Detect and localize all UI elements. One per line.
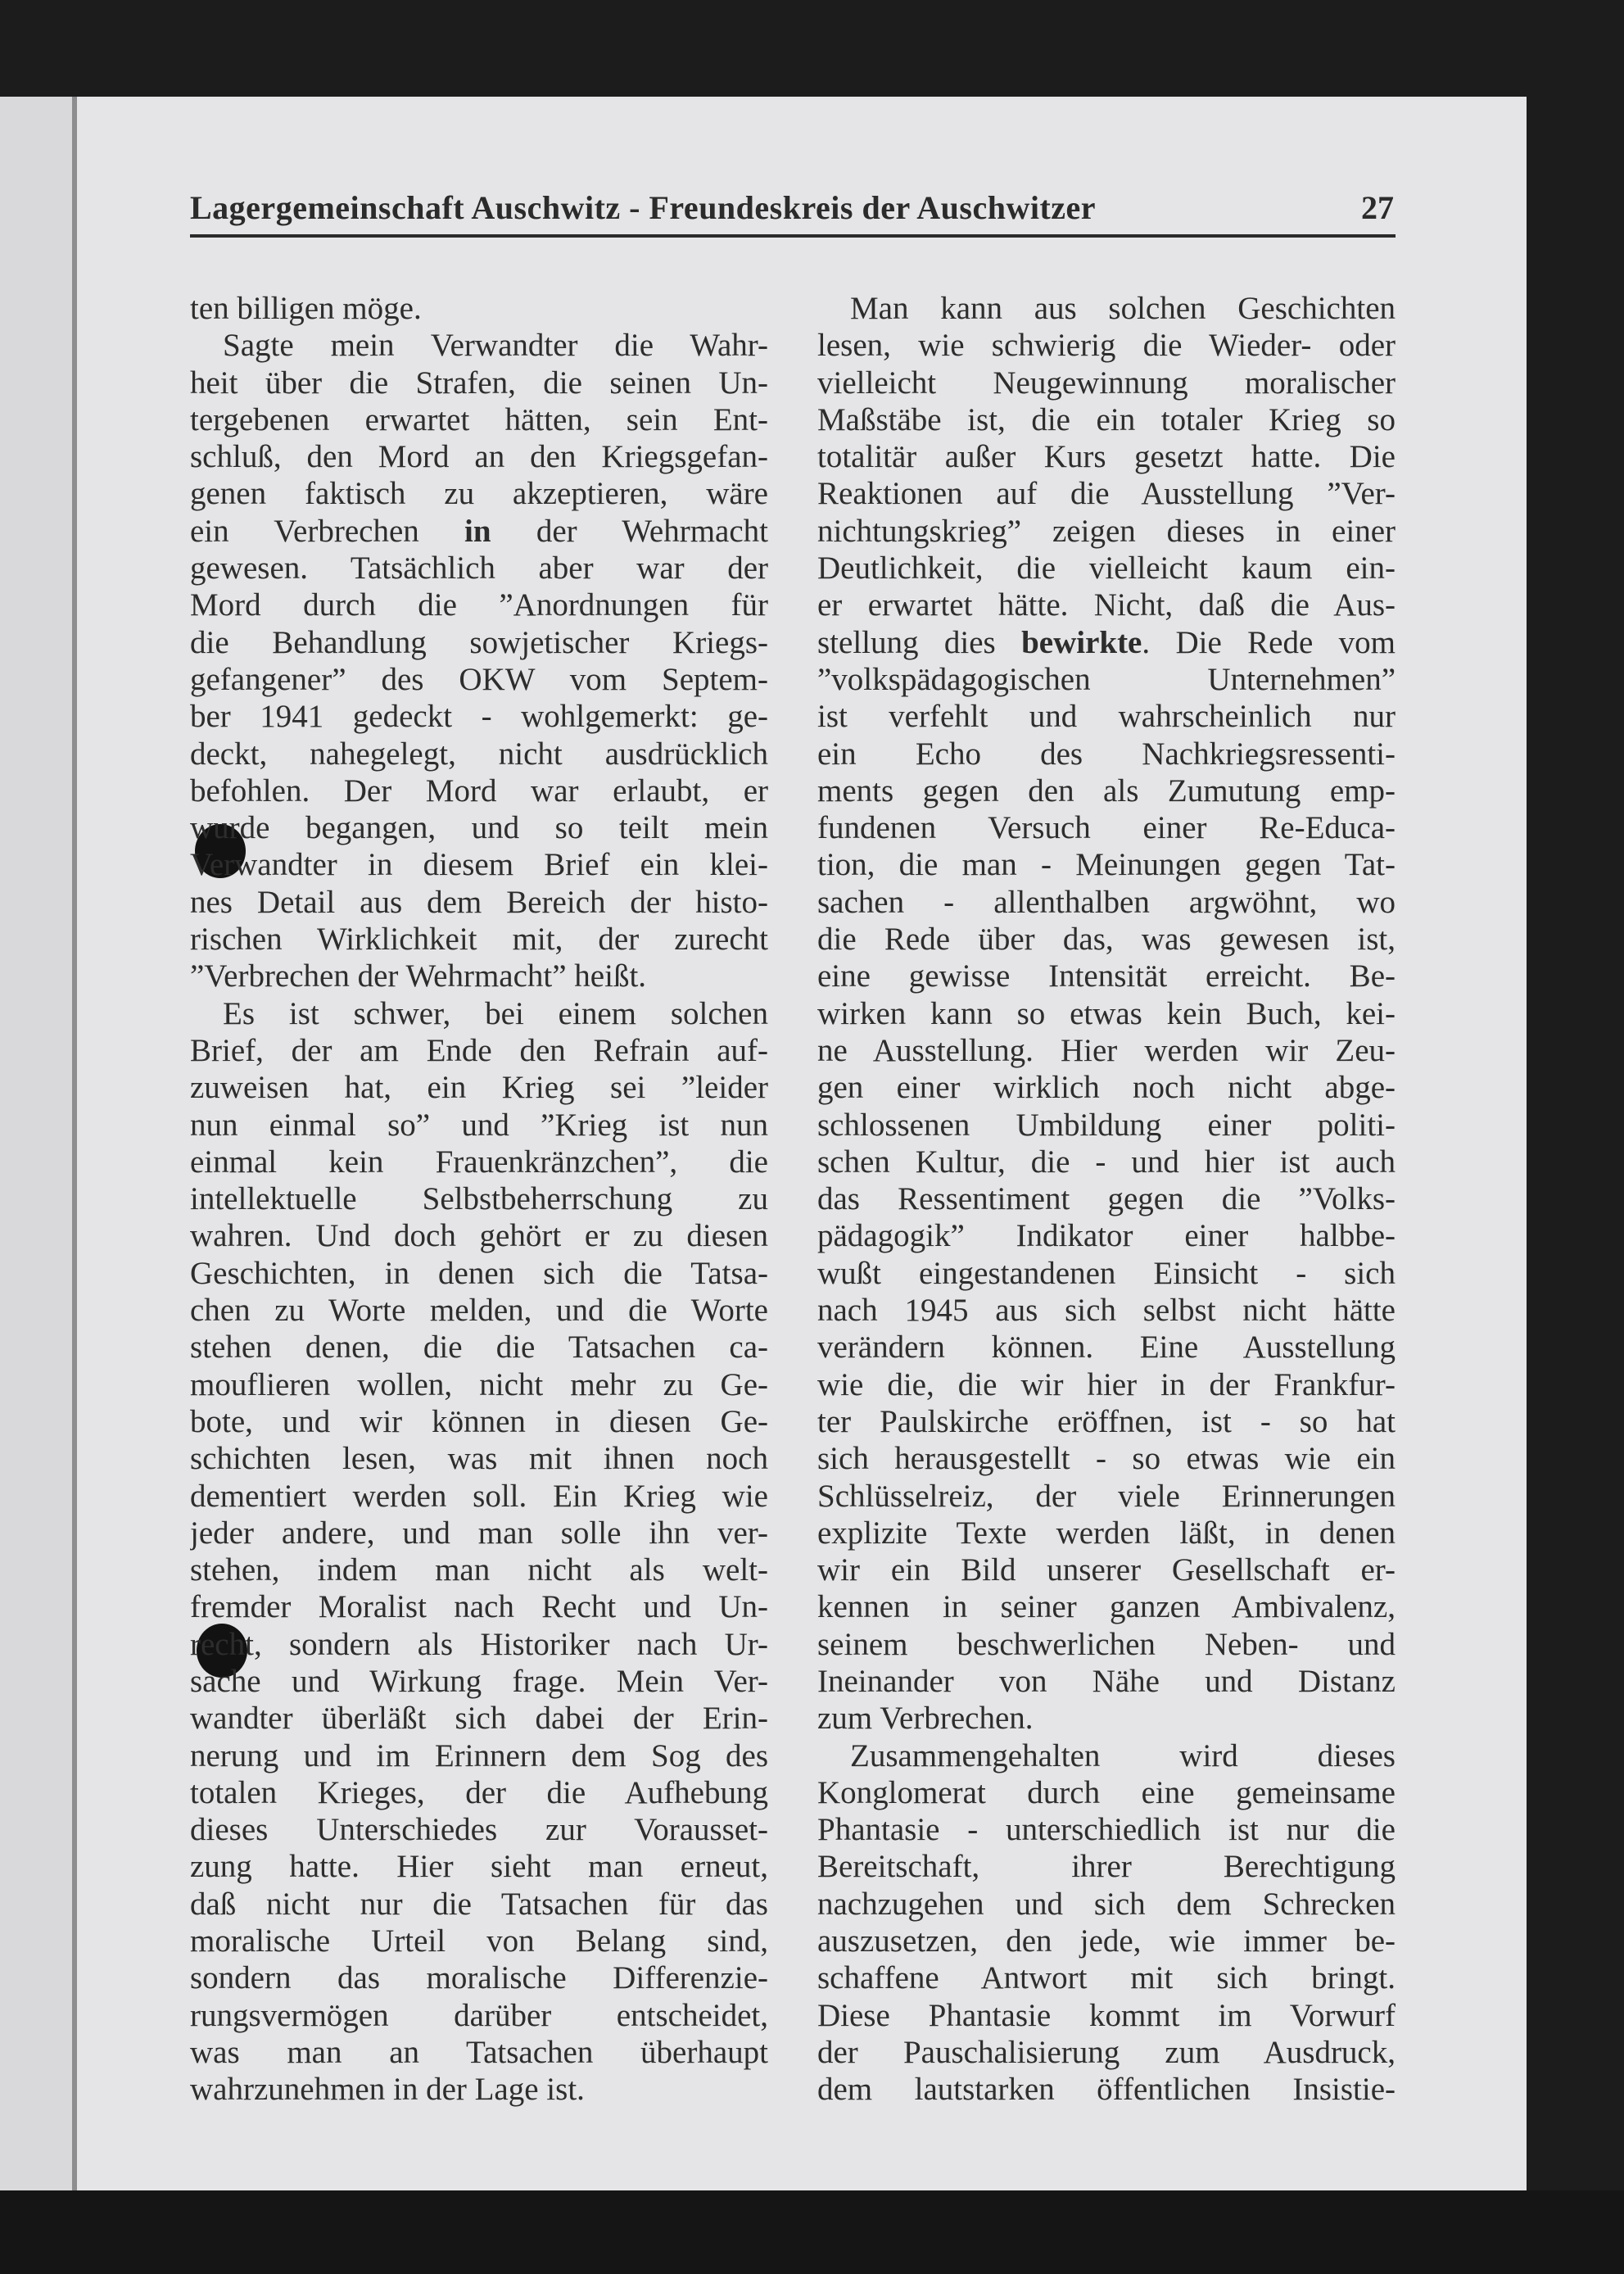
text-line: gefangener” des OKW vom Septem- (190, 661, 768, 697)
text-line: dementiert werden soll. Ein Krieg wie (190, 1478, 768, 1514)
text-line: lesen, wie schwierig die Wieder- oder (817, 328, 1396, 364)
running-header (190, 185, 1396, 238)
text-line: der Pauschalisierung zum Ausdruck, (817, 2034, 1396, 2070)
text-line: Verwandter in diesem Brief ein klei- (190, 847, 768, 883)
text-line: wandter überläßt sich dabei der Erin- (190, 1701, 768, 1737)
text-line: wirken kann so etwas kein Buch, kei- (817, 995, 1396, 1031)
text-line: ”Verbrechen der Wehrmacht” heißt. (190, 958, 647, 994)
text-line: genen faktisch zu akzeptieren, wäre (190, 476, 768, 512)
text-line: rischen Wirklichkeit mit, der zurecht (190, 922, 768, 958)
text-line: wußt eingestandenen Einsicht - sich (817, 1255, 1396, 1291)
text-line: Brief, der am Ende den Refrain auf- (190, 1032, 768, 1068)
text-line: ber 1941 gedeckt - wohlgemerkt: ge- (190, 699, 768, 735)
text-line: Diese Phantasie kommt im Vorwurf (817, 1997, 1396, 2033)
text-line: er erwartet hätte. Nicht, daß die Aus- (817, 587, 1396, 623)
text-line: seinem beschwerlichen Neben- und (817, 1626, 1396, 1662)
text-line: nerung und im Erinnern dem Sog des (190, 1737, 768, 1773)
text-line: rungsvermögen darüber entscheidet, (190, 1997, 768, 2033)
text-line: eine gewisse Intensität erreicht. Be- (817, 958, 1396, 994)
text-line: ein Echo des Nachkriegsressenti- (817, 736, 1396, 772)
text-line: nachzugehen und sich dem Schrecken (817, 1886, 1396, 1922)
text-line: recht, sondern als Historiker nach Ur- (190, 1626, 768, 1662)
text-line: einmal kein Frauenkränzchen”, die (190, 1144, 768, 1180)
text-line: schaffene Antwort mit sich bringt. (817, 1960, 1396, 1996)
text-line: Maßstäbe ist, die ein totaler Krieg so (817, 401, 1396, 437)
text-line: chen zu Worte melden, und die Worte (190, 1293, 768, 1329)
text-column-right (817, 290, 1396, 2109)
text-line: fundenen Versuch einer Re-Educa- (817, 810, 1396, 846)
text-line: die Rede über das, was gewesen ist, (817, 922, 1396, 958)
text-line: ist verfehlt und wahrscheinlich nur (817, 699, 1396, 735)
text-line: ein Verbrechen in der Wehrmacht (190, 513, 768, 549)
text-line: pädagogik” Indikator einer halbbe- (817, 1218, 1396, 1254)
text-line: dem lautstarken öffentlichen Insistie- (817, 2072, 1396, 2108)
text-line: sondern das moralische Differenzie- (190, 1960, 768, 1996)
text-line: wie die, die wir hier in der Frankfur- (817, 1366, 1396, 1402)
text-line: totalitär außer Kurs gesetzt hatte. Die (817, 439, 1396, 475)
document-page (77, 97, 1527, 2190)
text-line: Es ist schwer, bei einem solchen (223, 995, 768, 1031)
text-line: zung hatte. Hier sieht man erneut, (190, 1849, 768, 1885)
text-line: wahrzunehmen in der Lage ist. (190, 2072, 585, 2108)
text-line: wahren. Und doch gehört er zu diesen (190, 1218, 768, 1254)
text-line: sich herausgestellt - so etwas wie ein (817, 1441, 1396, 1477)
text-line: schichten lesen, was mit ihnen noch (190, 1441, 768, 1477)
text-line: Man kann aus solchen Geschichten (850, 291, 1396, 326)
text-line: ne Ausstellung. Hier werden wir Zeu- (817, 1032, 1396, 1068)
text-line: dieses Unterschiedes zur Vorausset- (190, 1812, 768, 1848)
text-line: kennen in seiner ganzen Ambivalenz, (817, 1589, 1396, 1625)
text-line: tergebenen erwartet hätten, sein Ent- (190, 401, 768, 437)
text-line: stehen, indem man nicht als welt- (190, 1552, 768, 1588)
text-line: sache und Wirkung frage. Mein Ver- (190, 1663, 768, 1699)
text-line: ”volkspädagogischen Unternehmen” (817, 661, 1396, 697)
text-line: wir ein Bild unserer Gesellschaft er- (817, 1552, 1396, 1588)
text-line: Zusammengehalten wird dieses (850, 1737, 1396, 1773)
text-line: jeder andere, und man solle ihn ver- (190, 1515, 768, 1551)
text-line: zuweisen hat, ein Krieg sei ”leider (190, 1070, 768, 1106)
text-line: sachen - allenthalben argwöhnt, wo (817, 884, 1396, 920)
text-line: vielleicht Neugewinnung moralischer (817, 365, 1396, 401)
text-column-left (190, 290, 768, 2109)
text-line: das Ressentiment gegen die ”Volks- (817, 1181, 1396, 1217)
text-line: die Behandlung sowjetischer Kriegs- (190, 624, 768, 660)
text-line: zum Verbrechen. (817, 1701, 1034, 1737)
adjacent-page-edge (0, 97, 75, 2190)
text-line: was man an Tatsachen überhaupt (190, 2034, 768, 2070)
header-title: Lagergemeinschaft Auschwitz - Freundeskreis der Auschwitzer (190, 189, 1097, 226)
text-line: heit über die Strafen, die seinen Un- (190, 365, 768, 401)
text-line: Deutlichkeit, die vielleicht kaum ein- (817, 550, 1396, 587)
text-line: tion, die man - Meinungen gegen Tat- (817, 847, 1396, 883)
text-line: totalen Krieges, der die Aufhebung (190, 1774, 768, 1810)
text-line: nach 1945 aus sich selbst nicht hätte (817, 1293, 1396, 1329)
text-line: Ineinander von Nähe und Distanz (817, 1663, 1396, 1699)
text-line: nichtungskrieg” zeigen dieses in einer (817, 513, 1396, 549)
text-line: ments gegen den als Zumutung emp- (817, 772, 1396, 809)
text-line: nun einmal so” und ”Krieg ist nun (190, 1107, 768, 1143)
text-line: stehen denen, die die Tatsachen ca- (190, 1330, 768, 1366)
text-line: stellung dies bewirkte. Die Rede vom (817, 624, 1396, 660)
text-line: verändern können. Eine Ausstellung (817, 1330, 1396, 1366)
text-line: gewesen. Tatsächlich aber war der (190, 550, 768, 587)
text-line: ter Paulskirche eröffnen, ist - so hat (817, 1403, 1396, 1439)
text-line: schlossenen Umbildung einer politi- (817, 1107, 1396, 1143)
text-line: bote, und wir können in diesen Ge- (190, 1403, 768, 1439)
text-line: fremder Moralist nach Recht und Un- (190, 1589, 768, 1625)
text-line: schluß, den Mord an den Kriegsgefan- (190, 439, 768, 475)
text-line: intellektuelle Selbstbeherrschung zu (190, 1181, 768, 1217)
text-line: schen Kultur, die - und hier ist auch (817, 1144, 1396, 1180)
text-line: explizite Texte werden läßt, in denen (817, 1515, 1396, 1551)
scanner-background (0, 2190, 1624, 2274)
text-line: Sagte mein Verwandter die Wahr- (223, 328, 768, 364)
text-line: gen einer wirklich noch nicht abge- (817, 1070, 1396, 1106)
text-line: deckt, nahegelegt, nicht ausdrücklich (190, 736, 768, 772)
text-line: Schlüsselreiz, der viele Erinnerungen (817, 1478, 1396, 1514)
text-line: nes Detail aus dem Bereich der histo- (190, 884, 768, 920)
text-line: Phantasie - unterschiedlich ist nur die (817, 1812, 1396, 1848)
text-line: ten billigen möge. (190, 291, 422, 326)
text-line: Bereitschaft, ihrer Berechtigung (817, 1849, 1396, 1885)
text-line: Geschichten, in denen sich die Tatsa- (190, 1255, 768, 1291)
text-line: moralische Urteil von Belang sind, (190, 1923, 768, 1959)
text-line: Konglomerat durch eine gemeinsame (817, 1774, 1396, 1810)
text-line: daß nicht nur die Tatsachen für das (190, 1886, 768, 1922)
text-line: Reaktionen auf die Ausstellung ”Ver- (817, 476, 1396, 512)
text-line: befohlen. Der Mord war erlaubt, er (190, 772, 768, 809)
text-line: mouflieren wollen, nicht mehr zu Ge- (190, 1366, 768, 1402)
page-number: 27 (1361, 189, 1394, 226)
text-line: Mord durch die ”Anordnungen für (190, 587, 768, 623)
text-line: wurde begangen, und so teilt mein (190, 810, 768, 846)
text-line: auszusetzen, den jede, wie immer be- (817, 1923, 1396, 1959)
